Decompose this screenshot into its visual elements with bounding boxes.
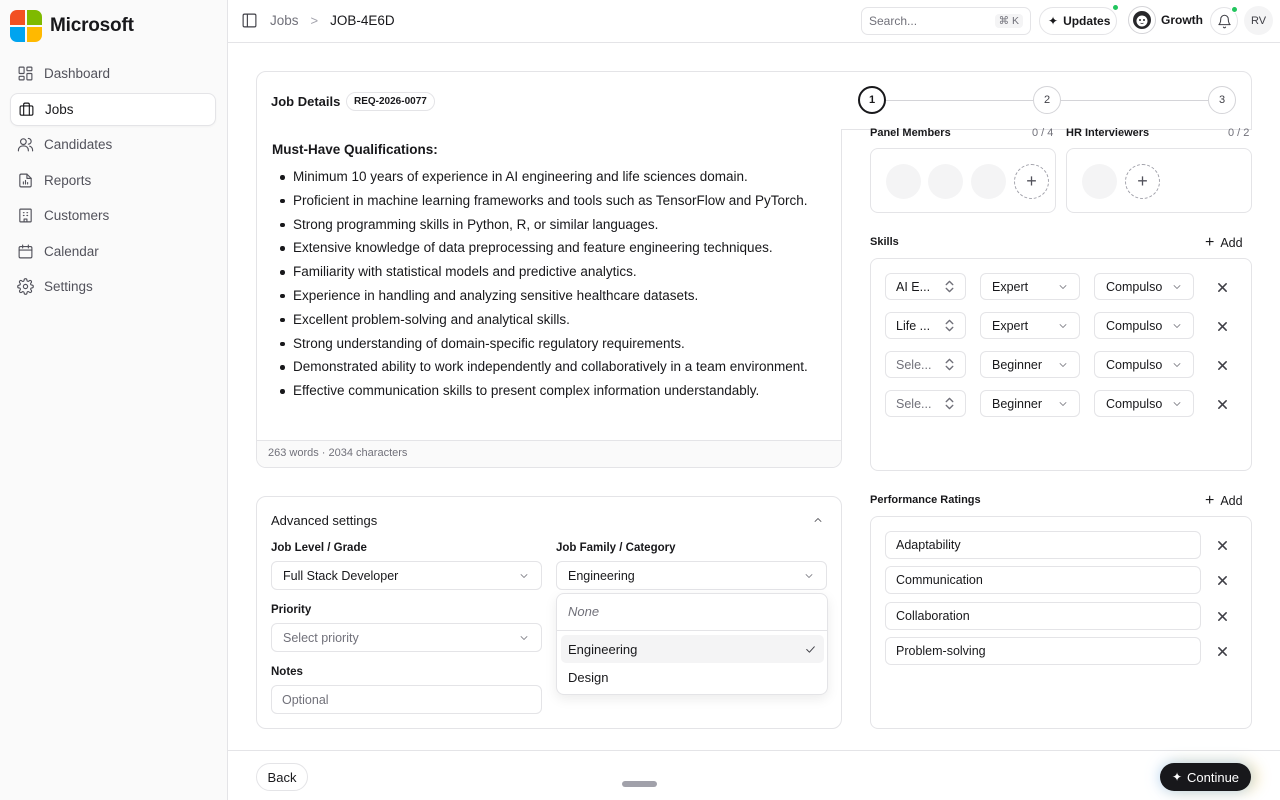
skill-level-select[interactable] bbox=[980, 312, 1080, 339]
workspace-label: Growth bbox=[1161, 13, 1203, 27]
sidebar-item-candidates[interactable] bbox=[10, 128, 216, 161]
chevrons-up-down-icon bbox=[944, 397, 955, 410]
brand-name: Microsoft bbox=[50, 15, 134, 36]
plus-icon: + bbox=[1205, 492, 1215, 509]
chevron-up-icon[interactable] bbox=[812, 514, 824, 526]
sidebar-nav bbox=[10, 57, 216, 306]
list-item: Strong programming skills in Python, R, or similar languages. bbox=[272, 213, 808, 237]
sidebar-item-label: Candidates bbox=[44, 137, 113, 152]
add-skill-button[interactable] bbox=[1205, 234, 1243, 252]
chevron-down-icon bbox=[1057, 320, 1069, 332]
qualifications-list bbox=[272, 165, 808, 403]
skill-select[interactable] bbox=[885, 273, 966, 300]
close-icon bbox=[1217, 360, 1228, 371]
advanced-settings-title[interactable]: Advanced settings bbox=[271, 513, 378, 528]
back-button[interactable]: Back bbox=[256, 763, 308, 791]
remove-rating-button[interactable] bbox=[1215, 644, 1229, 658]
sidebar-item-settings[interactable] bbox=[10, 270, 216, 303]
list-item: Excellent problem-solving and analytical skills. bbox=[272, 308, 808, 332]
sidebar-item-dashboard[interactable] bbox=[10, 57, 216, 90]
panel-members-count: 0 / 4 bbox=[1032, 127, 1054, 139]
skills-label: Skills bbox=[870, 236, 899, 248]
rating-value: Adaptability bbox=[896, 538, 961, 552]
list-item: Extensive knowledge of data preprocessing and feature engineering techniques. bbox=[272, 236, 808, 260]
performance-ratings-label: Performance Ratings bbox=[870, 494, 981, 506]
close-icon bbox=[1217, 575, 1228, 586]
avatar-slot bbox=[928, 164, 963, 199]
breadcrumb-jobs-link[interactable]: Jobs bbox=[270, 13, 299, 28]
avatar-slot bbox=[1082, 164, 1117, 199]
search-shortcut: ⌘ K bbox=[995, 14, 1023, 28]
list-item: Minimum 10 years of experience in AI engineering and life sciences domain. bbox=[272, 165, 808, 189]
priority-label: Priority bbox=[271, 604, 312, 616]
add-rating-label: Add bbox=[1220, 494, 1243, 508]
list-item: Demonstrated ability to work independently and collaboratively in a team environment. bbox=[272, 355, 808, 379]
description-editor[interactable] bbox=[256, 129, 842, 468]
step-2[interactable]: 2 bbox=[1033, 86, 1061, 114]
job-details-title: Job Details bbox=[271, 94, 341, 109]
hr-interviewers-count: 0 / 2 bbox=[1228, 127, 1250, 139]
search-input[interactable] bbox=[861, 7, 1031, 35]
dropdown-option-engineering[interactable] bbox=[561, 635, 824, 663]
chevrons-up-down-icon bbox=[944, 358, 955, 371]
dropdown-option-none[interactable]: None bbox=[568, 604, 600, 619]
req-id-badge: REQ-2026-0077 bbox=[346, 92, 435, 111]
sidebar-item-label: Settings bbox=[44, 279, 93, 294]
word-count: 263 words · 2034 characters bbox=[257, 440, 841, 467]
close-icon bbox=[1217, 399, 1228, 410]
rating-input[interactable] bbox=[885, 602, 1201, 630]
sidebar-item-label: Jobs bbox=[45, 101, 74, 117]
skill-requirement-value: Compulso bbox=[1106, 318, 1163, 333]
plus-icon: + bbox=[1137, 171, 1148, 191]
hr-interviewers-box bbox=[1066, 148, 1252, 213]
remove-rating-button[interactable] bbox=[1215, 609, 1229, 623]
close-icon bbox=[1217, 282, 1228, 293]
sidebar-item-label: Dashboard bbox=[44, 66, 111, 81]
job-family-value: Engineering bbox=[568, 568, 635, 583]
skill-select[interactable] bbox=[885, 312, 966, 339]
add-rating-button[interactable] bbox=[1205, 492, 1243, 510]
job-level-select[interactable] bbox=[271, 561, 542, 590]
remove-rating-button[interactable] bbox=[1215, 538, 1229, 552]
updates-button[interactable] bbox=[1039, 7, 1117, 35]
gear-icon bbox=[17, 278, 34, 295]
list-item: Familiarity with statistical models and predictive analytics. bbox=[272, 260, 808, 284]
skill-requirement-select[interactable] bbox=[1094, 273, 1194, 300]
add-skill-label: Add bbox=[1220, 236, 1243, 250]
breadcrumb-separator: > bbox=[310, 13, 319, 28]
chevron-down-icon bbox=[1171, 359, 1183, 371]
job-level-value: Full Stack Developer bbox=[283, 568, 399, 583]
priority-select[interactable] bbox=[271, 623, 542, 652]
skill-select[interactable] bbox=[885, 351, 966, 378]
list-item: Experience in handling and analyzing sensitive healthcare datasets. bbox=[272, 284, 808, 308]
sidebar-item-label: Reports bbox=[44, 172, 92, 188]
remove-skill-button[interactable] bbox=[1215, 319, 1229, 333]
skill-requirement-value: Compulso bbox=[1106, 279, 1163, 294]
sidebar-item-jobs[interactable] bbox=[10, 93, 216, 126]
remove-skill-button[interactable] bbox=[1215, 280, 1229, 294]
list-item: Strong understanding of domain-specific regulatory requirements. bbox=[272, 332, 808, 356]
rating-input[interactable] bbox=[885, 531, 1201, 559]
qualifications-heading: Must-Have Qualifications: bbox=[272, 142, 438, 157]
step-1[interactable]: 1 bbox=[858, 86, 886, 114]
avatar-slot bbox=[886, 164, 921, 199]
breadcrumb bbox=[270, 13, 395, 28]
sidebar-item-calendar[interactable] bbox=[10, 235, 216, 268]
dropdown-divider bbox=[557, 630, 827, 631]
calendar-icon bbox=[17, 243, 34, 260]
close-icon bbox=[1217, 321, 1228, 332]
plus-icon: + bbox=[1205, 234, 1215, 251]
skill-value: Life ... bbox=[896, 318, 931, 333]
rating-input[interactable] bbox=[885, 566, 1201, 594]
skill-requirement-value: Compulso bbox=[1106, 357, 1163, 372]
chevron-down-icon bbox=[518, 632, 530, 644]
panel-left-icon bbox=[241, 12, 258, 29]
notifications-button[interactable] bbox=[1210, 7, 1238, 35]
dashboard-icon bbox=[17, 65, 34, 82]
list-item: Effective communication skills to present complex information understandably. bbox=[272, 379, 808, 403]
user-avatar[interactable]: RV bbox=[1244, 6, 1273, 35]
priority-placeholder: Select priority bbox=[283, 630, 359, 645]
remove-skill-button[interactable] bbox=[1215, 397, 1229, 411]
users-icon bbox=[17, 136, 34, 153]
notes-input[interactable] bbox=[271, 685, 542, 714]
briefcase-icon bbox=[18, 101, 35, 118]
sidebar-item-label: Calendar bbox=[44, 243, 99, 259]
avatar-slot bbox=[971, 164, 1006, 199]
breadcrumb-current: JOB-4E6D bbox=[330, 13, 395, 28]
skill-requirement-value: Compulso bbox=[1106, 396, 1163, 411]
chevron-down-icon bbox=[1171, 320, 1183, 332]
sparkle-icon: ✦ bbox=[1171, 770, 1182, 784]
check-icon bbox=[804, 643, 817, 656]
skill-level-select[interactable] bbox=[980, 273, 1080, 300]
notes-placeholder: Optional bbox=[282, 692, 329, 707]
job-family-label: Job Family / Category bbox=[556, 542, 676, 554]
job-family-dropdown bbox=[556, 593, 828, 695]
building-icon bbox=[17, 207, 34, 224]
skill-level-value: Expert bbox=[992, 279, 1029, 294]
chevron-down-icon bbox=[803, 570, 815, 582]
search-placeholder: Search... bbox=[869, 14, 918, 28]
skill-level-value: Beginner bbox=[992, 357, 1043, 372]
skill-level-value: Expert bbox=[992, 318, 1029, 333]
rating-value: Problem-solving bbox=[896, 644, 986, 658]
drag-handle[interactable] bbox=[622, 781, 657, 787]
skill-placeholder: Sele... bbox=[896, 357, 932, 372]
chevron-down-icon bbox=[1057, 281, 1069, 293]
skill-select[interactable] bbox=[885, 390, 966, 417]
dropdown-option-label: Design bbox=[568, 669, 609, 685]
close-icon bbox=[1217, 646, 1228, 657]
chevron-down-icon bbox=[1057, 398, 1069, 410]
chevron-down-icon bbox=[1057, 359, 1069, 371]
chevrons-up-down-icon bbox=[944, 319, 955, 332]
chevron-down-icon bbox=[1171, 281, 1183, 293]
sidebar-toggle-button[interactable] bbox=[241, 12, 258, 29]
add-hr-interviewer-button[interactable] bbox=[1125, 164, 1160, 199]
remove-skill-button[interactable] bbox=[1215, 358, 1229, 372]
skill-level-value: Beginner bbox=[992, 396, 1043, 411]
notification-dot bbox=[1112, 4, 1119, 11]
skill-requirement-select[interactable] bbox=[1094, 390, 1194, 417]
chevron-down-icon bbox=[1171, 398, 1183, 410]
add-panel-member-button[interactable] bbox=[1014, 164, 1049, 199]
job-family-select[interactable] bbox=[556, 561, 827, 590]
top-bar bbox=[228, 0, 1280, 43]
close-icon bbox=[1217, 540, 1228, 551]
remove-rating-button[interactable] bbox=[1215, 573, 1229, 587]
notification-dot bbox=[1231, 6, 1238, 13]
workspace-switcher[interactable] bbox=[1128, 6, 1203, 34]
workspace-avatar-icon bbox=[1128, 6, 1156, 34]
job-level-label: Job Level / Grade bbox=[271, 542, 367, 554]
sidebar bbox=[0, 0, 228, 800]
rating-value: Collaboration bbox=[896, 609, 970, 623]
step-3[interactable]: 3 bbox=[1208, 86, 1236, 114]
skill-level-select[interactable] bbox=[980, 351, 1080, 378]
continue-button[interactable] bbox=[1160, 763, 1251, 791]
sidebar-item-customers[interactable] bbox=[10, 199, 216, 232]
chevron-down-icon bbox=[518, 570, 530, 582]
panel-members-label: Panel Members bbox=[870, 127, 951, 139]
skill-placeholder: Sele... bbox=[896, 396, 932, 411]
brand[interactable] bbox=[10, 10, 134, 42]
skill-requirement-select[interactable] bbox=[1094, 312, 1194, 339]
rating-value: Communication bbox=[896, 573, 983, 587]
hr-interviewers-label: HR Interviewers bbox=[1066, 127, 1150, 139]
report-icon bbox=[17, 172, 34, 189]
sparkle-icon: ✦ bbox=[1048, 14, 1059, 28]
notes-label: Notes bbox=[271, 666, 303, 678]
chevrons-up-down-icon bbox=[944, 280, 955, 293]
bell-icon bbox=[1217, 14, 1232, 29]
skill-level-select[interactable] bbox=[980, 390, 1080, 417]
updates-label: Updates bbox=[1063, 14, 1111, 28]
panel-members-box bbox=[870, 148, 1056, 213]
dropdown-option-design[interactable] bbox=[561, 663, 824, 691]
microsoft-logo-icon bbox=[10, 10, 42, 42]
close-icon bbox=[1217, 611, 1228, 622]
list-item: Proficient in machine learning frameworks and tools such as TensorFlow and PyTorch. bbox=[272, 189, 808, 213]
skill-value: AI E... bbox=[896, 279, 931, 294]
rating-input[interactable] bbox=[885, 637, 1201, 665]
dropdown-option-label: Engineering bbox=[568, 641, 638, 657]
sidebar-item-reports[interactable] bbox=[10, 164, 216, 197]
plus-icon: + bbox=[1026, 171, 1037, 191]
sidebar-item-label: Customers bbox=[44, 208, 110, 223]
skill-requirement-select[interactable] bbox=[1094, 351, 1194, 378]
continue-label: Continue bbox=[1187, 769, 1240, 785]
bottom-action-bar bbox=[228, 750, 1280, 800]
